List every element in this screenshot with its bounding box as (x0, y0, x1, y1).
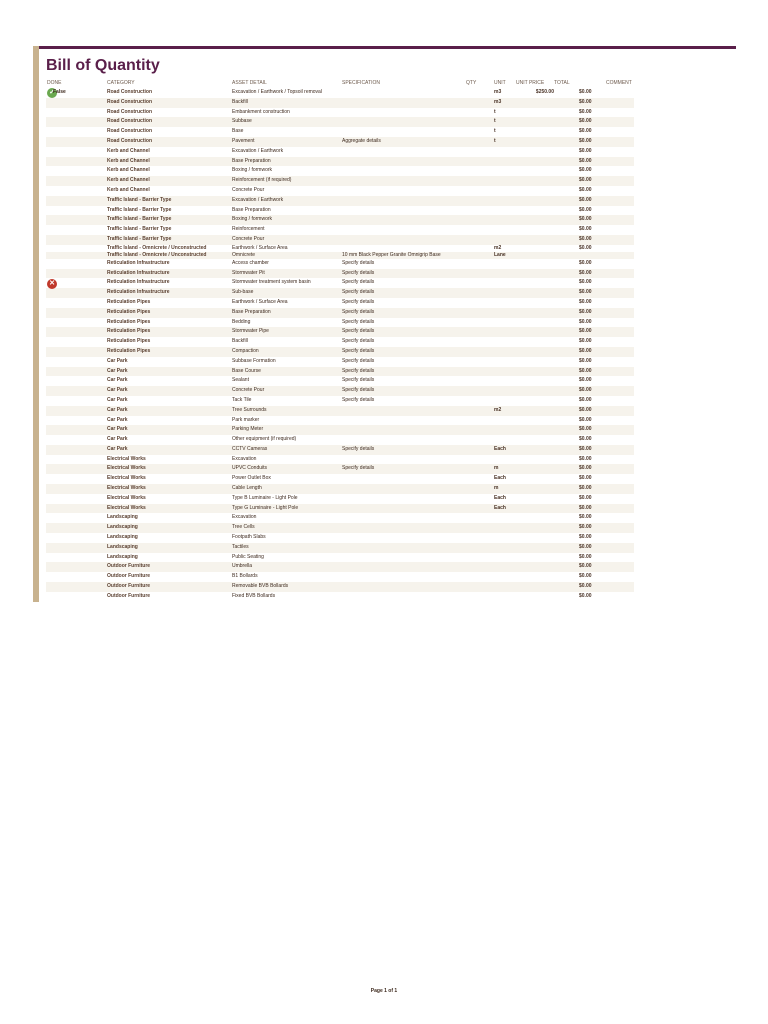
row-category: Traffic Island - Barrier Type (107, 196, 172, 203)
row-total: $0.00 (579, 377, 592, 384)
row-asset-detail: Park marker (232, 416, 260, 423)
row-unit-price: $250.00 (535, 89, 554, 95)
row-asset-detail: Excavation (232, 455, 257, 462)
table-row (46, 592, 634, 602)
table-row (46, 523, 634, 533)
row-category: Electrical Works (107, 494, 146, 501)
row-asset-detail: Sealant (232, 377, 249, 384)
table-row (46, 278, 634, 288)
row-asset-detail: Earthwork / Surface Area (232, 244, 288, 251)
table-row (46, 464, 634, 474)
row-asset-detail: Concrete Pour (232, 235, 265, 242)
table-row (46, 245, 634, 252)
row-total: $0.00 (579, 396, 592, 403)
done-status-label: False (53, 89, 66, 95)
quantity-table (46, 88, 634, 602)
row-category: Traffic Island - Barrier Type (107, 226, 172, 233)
row-specification: Specify details (342, 396, 375, 403)
row-asset-detail: Tree Surrounds (232, 406, 267, 413)
table-row (46, 298, 634, 308)
table-row (46, 176, 634, 186)
row-category: Outdoor Furniture (107, 583, 151, 590)
row-category: Electrical Works (107, 455, 146, 462)
row-total: $0.00 (579, 534, 592, 541)
row-category: Traffic Island - Omnicrete / Unconstructed (107, 244, 207, 251)
row-category: Traffic Island - Omnicrete / Unconstructed (107, 251, 207, 258)
row-total: $0.00 (579, 244, 592, 251)
row-category: Landscaping (107, 543, 138, 550)
row-asset-detail: Excavation / Earthwork (232, 196, 284, 203)
row-unit: t (494, 128, 496, 135)
row-asset-detail: Base (232, 128, 244, 135)
table-row (46, 166, 634, 176)
table-row (46, 572, 634, 582)
row-total: $0.00 (579, 328, 592, 335)
row-category: Electrical Works (107, 475, 146, 482)
row-asset-detail: Backfill (232, 338, 248, 345)
table-row (46, 376, 634, 386)
row-total: $0.00 (579, 583, 592, 590)
row-specification: Specify details (342, 465, 375, 472)
row-category: Reticulation Pipes (107, 318, 151, 325)
row-specification: Specify details (342, 308, 375, 315)
table-row (46, 533, 634, 543)
row-category: Road Construction (107, 89, 152, 95)
row-total: $0.00 (579, 426, 592, 433)
row-total: $0.00 (579, 573, 592, 580)
table-row (46, 406, 634, 416)
row-total: $0.00 (579, 367, 592, 374)
row-category: Kerb and Channel (107, 157, 150, 164)
column-header-asset-detail: ASSET DETAIL (232, 80, 267, 86)
row-category: Kerb and Channel (107, 186, 150, 193)
table-row (46, 435, 634, 445)
row-specification: Specify details (342, 279, 375, 286)
row-total: $0.00 (579, 514, 592, 521)
row-total: $0.00 (579, 98, 592, 105)
row-specification: Specify details (342, 259, 375, 266)
row-asset-detail: Tack Tile (232, 396, 252, 403)
table-row (46, 147, 634, 157)
row-asset-detail: Removable BVB Bollards (232, 583, 289, 590)
row-category: Car Park (107, 367, 128, 374)
row-category: Road Construction (107, 128, 152, 135)
row-asset-detail: Compaction (232, 347, 259, 354)
row-category: Road Construction (107, 108, 152, 115)
table-row (46, 98, 634, 108)
row-specification: Specify details (342, 289, 375, 296)
row-unit: m2 (494, 244, 502, 251)
row-total: $0.00 (579, 475, 592, 482)
row-unit: Each (494, 494, 506, 501)
row-asset-detail: Boxing / formwork (232, 167, 273, 174)
row-category: Traffic Island - Barrier Type (107, 216, 172, 223)
table-row (46, 562, 634, 572)
row-category: Landscaping (107, 514, 138, 521)
row-total: $0.00 (579, 186, 592, 193)
row-category: Reticulation Infrastructure (107, 279, 170, 286)
table-row (46, 288, 634, 298)
row-asset-detail: Excavation / Earthwork / Topsoil removal (232, 89, 322, 95)
row-asset-detail: Stormwater treatment system basin (232, 279, 311, 286)
table-row (46, 235, 634, 245)
check-icon[interactable]: ✓ (47, 88, 57, 98)
row-category: Road Construction (107, 137, 152, 144)
row-category: Electrical Works (107, 465, 146, 472)
table-row (46, 347, 634, 357)
row-total: $0.00 (579, 436, 592, 443)
page-title: Bill of Quantity (46, 57, 160, 74)
row-total: $0.00 (579, 543, 592, 550)
row-category: Electrical Works (107, 485, 146, 492)
row-asset-detail: Reinforcement (if required) (232, 177, 292, 184)
row-unit: Each (494, 445, 506, 452)
row-category: Car Park (107, 357, 128, 364)
row-total: $0.00 (579, 455, 592, 462)
row-specification: Specify details (342, 445, 375, 452)
table-row (46, 455, 634, 465)
row-total: $0.00 (579, 167, 592, 174)
row-total: $0.00 (579, 269, 592, 276)
table-row (46, 206, 634, 216)
table-row (46, 553, 634, 563)
column-header-total: TOTAL (554, 80, 570, 86)
row-total: $0.00 (579, 216, 592, 223)
row-asset-detail: B1 Bollards (232, 573, 258, 580)
row-specification: Aggregate details (342, 137, 381, 144)
row-total: $0.00 (579, 289, 592, 296)
row-asset-detail: Public Seating (232, 553, 264, 560)
row-total: $0.00 (579, 347, 592, 354)
row-specification: Specify details (342, 387, 375, 394)
row-category: Car Park (107, 377, 128, 384)
table-row (46, 425, 634, 435)
row-total: $0.00 (579, 298, 592, 305)
row-unit: Lane (494, 251, 506, 258)
row-asset-detail: Subbase (232, 118, 252, 125)
row-category: Electrical Works (107, 504, 146, 511)
row-total: $0.00 (579, 563, 592, 570)
row-total: $0.00 (579, 524, 592, 531)
table-row (46, 318, 634, 328)
row-category: Reticulation Pipes (107, 347, 151, 354)
row-total: $0.00 (579, 279, 592, 286)
page-number: Page 1 of 1 (370, 988, 398, 994)
row-specification: Specify details (342, 347, 375, 354)
row-asset-detail: Bedding (232, 318, 251, 325)
table-row (46, 327, 634, 337)
row-asset-detail: Other equipment (if required) (232, 436, 297, 443)
row-unit: m3 (494, 89, 502, 95)
row-category: Reticulation Pipes (107, 338, 151, 345)
table-row (46, 445, 634, 455)
column-header-qty: QTY (466, 80, 477, 86)
row-asset-detail: Access chamber (232, 259, 269, 266)
row-asset-detail: Reinforcement (232, 226, 265, 233)
row-unit: m2 (494, 406, 502, 413)
row-category: Road Construction (107, 118, 152, 125)
table-row (46, 157, 634, 167)
row-asset-detail: Base Preparation (232, 206, 271, 213)
row-unit: t (494, 137, 496, 144)
column-header-unit-price: UNIT PRICE (516, 80, 545, 86)
table-row (46, 88, 634, 98)
row-total: $0.00 (579, 465, 592, 472)
row-asset-detail: Base Course (232, 367, 261, 374)
table-row (46, 308, 634, 318)
row-category: Car Park (107, 406, 128, 413)
row-asset-detail: Tactiles (232, 543, 249, 550)
table-row (46, 396, 634, 406)
row-asset-detail: UPVC Conduits (232, 465, 268, 472)
row-total: $0.00 (579, 128, 592, 135)
row-asset-detail: Parking Meter (232, 426, 264, 433)
table-row (46, 127, 634, 137)
row-category: Car Park (107, 445, 128, 452)
table-row (46, 269, 634, 279)
row-total: $0.00 (579, 157, 592, 164)
table-row (46, 108, 634, 118)
row-category: Outdoor Furniture (107, 592, 151, 599)
row-total: $0.00 (579, 206, 592, 213)
row-total: $0.00 (579, 504, 592, 511)
row-total: $0.00 (579, 387, 592, 394)
row-asset-detail: Concrete Pour (232, 387, 265, 394)
row-category: Road Construction (107, 98, 152, 105)
row-total: $0.00 (579, 147, 592, 154)
row-asset-detail: Subbase Formation (232, 357, 276, 364)
row-total: $0.00 (579, 485, 592, 492)
row-unit: t (494, 118, 496, 125)
row-category: Outdoor Furniture (107, 573, 151, 580)
row-asset-detail: Boxing / formwork (232, 216, 273, 223)
table-row (46, 337, 634, 347)
row-category: Reticulation Infrastructure (107, 269, 170, 276)
row-asset-detail: Base Preparation (232, 308, 271, 315)
row-category: Reticulation Pipes (107, 308, 151, 315)
row-total: $0.00 (579, 196, 592, 203)
table-row (46, 215, 634, 225)
row-unit: t (494, 108, 496, 115)
table-row (46, 474, 634, 484)
row-total: $0.00 (579, 308, 592, 315)
row-category: Reticulation Infrastructure (107, 259, 170, 266)
row-category: Reticulation Pipes (107, 298, 151, 305)
row-category: Landscaping (107, 553, 138, 560)
row-total: $0.00 (579, 108, 592, 115)
row-total: $0.00 (579, 445, 592, 452)
row-asset-detail: CCTV Cameras (232, 445, 268, 452)
row-asset-detail: Sub-base (232, 289, 254, 296)
row-category: Traffic Island - Barrier Type (107, 206, 172, 213)
row-total: $0.00 (579, 592, 592, 599)
table-row (46, 543, 634, 553)
column-header-done: DONE (47, 80, 62, 86)
row-asset-detail: Embankment construction (232, 108, 290, 115)
row-asset-detail: Earthwork / Surface Area (232, 298, 288, 305)
close-icon[interactable]: ✕ (47, 279, 57, 289)
table-row (46, 494, 634, 504)
row-total: $0.00 (579, 553, 592, 560)
row-total: $0.00 (579, 118, 592, 125)
row-asset-detail: Concrete Pour (232, 186, 265, 193)
row-asset-detail: Footpath Slabs (232, 534, 266, 541)
row-specification: Specify details (342, 357, 375, 364)
left-accent-bar (33, 46, 39, 602)
row-asset-detail: Base Preparation (232, 157, 271, 164)
column-header-category: CATEGORY (107, 80, 135, 86)
row-asset-detail: Pavement (232, 137, 255, 144)
table-row (46, 484, 634, 494)
row-total: $0.00 (579, 177, 592, 184)
row-category: Kerb and Channel (107, 147, 150, 154)
row-category: Outdoor Furniture (107, 563, 151, 570)
table-row (46, 504, 634, 514)
row-category: Landscaping (107, 524, 138, 531)
row-category: Car Park (107, 387, 128, 394)
header-rule (39, 46, 736, 49)
row-category: Kerb and Channel (107, 167, 150, 174)
row-asset-detail: Type B Luminaire - Light Pole (232, 494, 298, 501)
table-row (46, 582, 634, 592)
row-category: Car Park (107, 436, 128, 443)
row-specification: Specify details (342, 328, 375, 335)
row-total: $0.00 (579, 416, 592, 423)
row-total: $0.00 (579, 259, 592, 266)
row-unit: m3 (494, 98, 502, 105)
row-total: $0.00 (579, 406, 592, 413)
row-specification: 10 mm Black Pepper Granite Omnigrip Base (342, 251, 441, 258)
row-asset-detail: Excavation / Earthwork (232, 147, 284, 154)
row-asset-detail: Cable Length (232, 485, 262, 492)
row-total: $0.00 (579, 338, 592, 345)
row-asset-detail: Omnicrete (232, 251, 256, 258)
table-row (46, 117, 634, 127)
row-total: $0.00 (579, 318, 592, 325)
row-category: Traffic Island - Barrier Type (107, 235, 172, 242)
table-row (46, 513, 634, 523)
table-row (46, 386, 634, 396)
table-row (46, 186, 634, 196)
row-asset-detail: Umbrella (232, 563, 253, 570)
row-total: $0.00 (579, 89, 592, 95)
column-header-comment: COMMENT (606, 80, 632, 86)
row-asset-detail: Tree Cells (232, 524, 255, 531)
column-header-unit: UNIT (494, 80, 506, 86)
row-specification: Specify details (342, 367, 375, 374)
row-specification: Specify details (342, 269, 375, 276)
row-specification: Specify details (342, 298, 375, 305)
row-category: Reticulation Pipes (107, 328, 151, 335)
column-header-specification: SPECIFICATION (342, 80, 380, 86)
table-row (46, 137, 634, 147)
row-category: Reticulation Infrastructure (107, 289, 170, 296)
row-category: Car Park (107, 396, 128, 403)
row-unit: Each (494, 504, 506, 511)
table-row (46, 196, 634, 206)
table-row (46, 416, 634, 426)
row-asset-detail: Excavation (232, 514, 257, 521)
table-row (46, 252, 634, 259)
row-asset-detail: Power Outlet Box (232, 475, 271, 482)
row-category: Car Park (107, 426, 128, 433)
row-total: $0.00 (579, 494, 592, 501)
row-asset-detail: Stormwater Pit (232, 269, 265, 276)
row-category: Car Park (107, 416, 128, 423)
row-total: $0.00 (579, 235, 592, 242)
row-category: Landscaping (107, 534, 138, 541)
row-specification: Specify details (342, 338, 375, 345)
row-unit: m (494, 485, 499, 492)
row-asset-detail: Type G Luminaire - Light Pole (232, 504, 299, 511)
table-row (46, 225, 634, 235)
table-row (46, 357, 634, 367)
row-total: $0.00 (579, 137, 592, 144)
row-unit: Each (494, 475, 506, 482)
row-specification: Specify details (342, 377, 375, 384)
row-specification: Specify details (342, 318, 375, 325)
row-total: $0.00 (579, 357, 592, 364)
row-asset-detail: Backfill (232, 98, 248, 105)
row-total: $0.00 (579, 226, 592, 233)
row-unit: m (494, 465, 499, 472)
table-row (46, 367, 634, 377)
row-category: Kerb and Channel (107, 177, 150, 184)
row-asset-detail: Stormwater Pipe (232, 328, 269, 335)
row-asset-detail: Fixed BVB Bollards (232, 592, 276, 599)
table-row (46, 259, 634, 269)
